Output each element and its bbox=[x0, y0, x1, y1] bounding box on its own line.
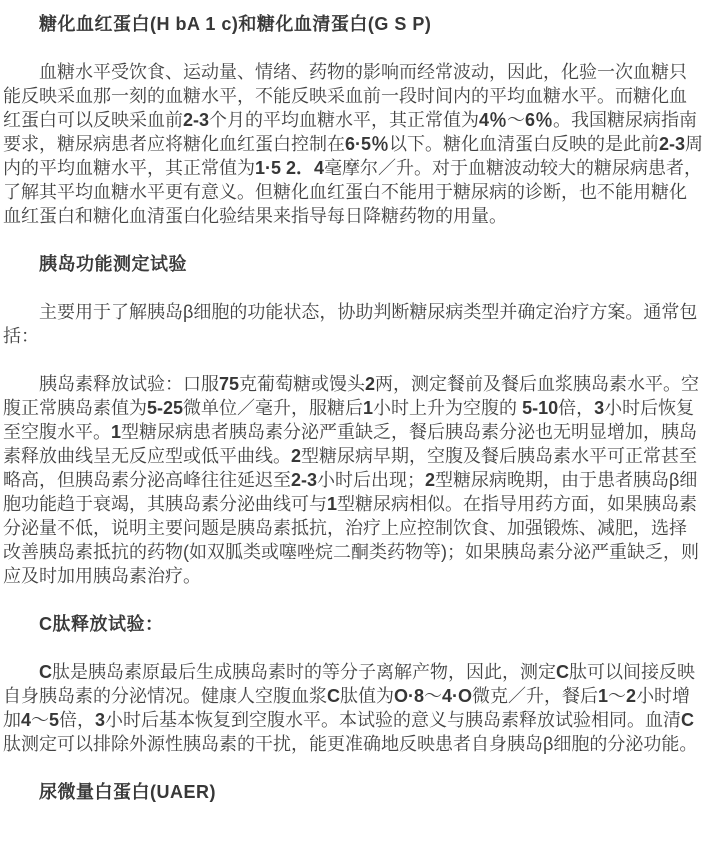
heading-hba1c-gsp: 糖化血红蛋白(H bA 1 c)和糖化血清蛋白(G S P) bbox=[39, 14, 432, 34]
para-hba1c-gsp-description: 血糖水平受饮食、运动量、情绪、药物的影响而经常波动，因此，化验一次血糖只能反映采血那一刻的血糖水平，不能反映采血前一段时间内的平均血糖水平。而糖化血红蛋白可以反映采血前2-3个月的平均血糖水平，其正常值为4％～6％。我国糖尿病指南要求，糖尿病患者应将糖化血红蛋白控制在6·5％以下。糖化血清蛋白反映的是此前2-3周内的平均血糖水平，其正常值为1·5 2．4毫摩尔／升。对于血糖波动较大的糖尿病患者，了解其平均血糖水平更有意义。但糖化血红蛋白不能用于糖尿病的诊断，也不能用糖化血红蛋白和糖化血清蛋白化验结果来指导每日降糖药物的用量。 bbox=[3, 62, 704, 226]
heading-uaer: 尿微量白蛋白(UAER) bbox=[39, 782, 216, 802]
para-insulin-release-test: 胰岛素释放试验：口服75克葡萄糖或馒头2两，测定餐前及餐后血浆胰岛素水平。空腹正常胰岛素值为5-25微单位／毫升，服糖后1小时上升为空腹的 5-10倍，3小时后恢复至空腹水平。1型糖尿病患者胰岛素分泌严重缺乏，餐后胰岛素分泌也无明显增加，胰岛素释放曲线呈无反应型或低平曲线。2型糖尿病早期，空腹及餐后胰岛素水平可正常甚至略高，但胰岛素分泌高峰往往延迟至2-3小时后出现；2型糖尿病晚期，由于患者胰岛β细胞功能趋于衰竭，其胰岛素分泌曲线可与1型糖尿病相似。在指导用药方面，如果胰岛素分泌量不低，说明主要问题是胰岛素抵抗，治疗上应控制饮食、加强锻炼、减肥，选择改善胰岛素抵抗的药物(如双胍类或噻唑烷二酮类药物等)；如果胰岛素分泌严重缺乏，则应及时加用胰岛素治疗。 bbox=[3, 374, 700, 586]
heading-c-peptide-test: C肽释放试验： bbox=[39, 614, 164, 634]
heading-islet-function-test: 胰岛功能测定试验 bbox=[39, 254, 187, 274]
para-c-peptide-description: C肽是胰岛素原最后生成胰岛素时的等分子离解产物，因此，测定C肽可以间接反映自身胰岛素的分泌情况。健康人空腹血浆C肽值为O·8～4·O微克／升，餐后1～2小时增加4～5倍，3小时后基本恢复到空腹水平。本试验的意义与胰岛素释放试验相同。血清C肽测定可以排除外源性胰岛素的干扰，能更准确地反映患者自身胰岛β细胞的分泌功能。 bbox=[3, 662, 698, 754]
para-islet-function-purpose: 主要用于了解胰岛β细胞的功能状态，协助判断糖尿病类型并确定治疗方案。通常包括： bbox=[3, 302, 698, 346]
